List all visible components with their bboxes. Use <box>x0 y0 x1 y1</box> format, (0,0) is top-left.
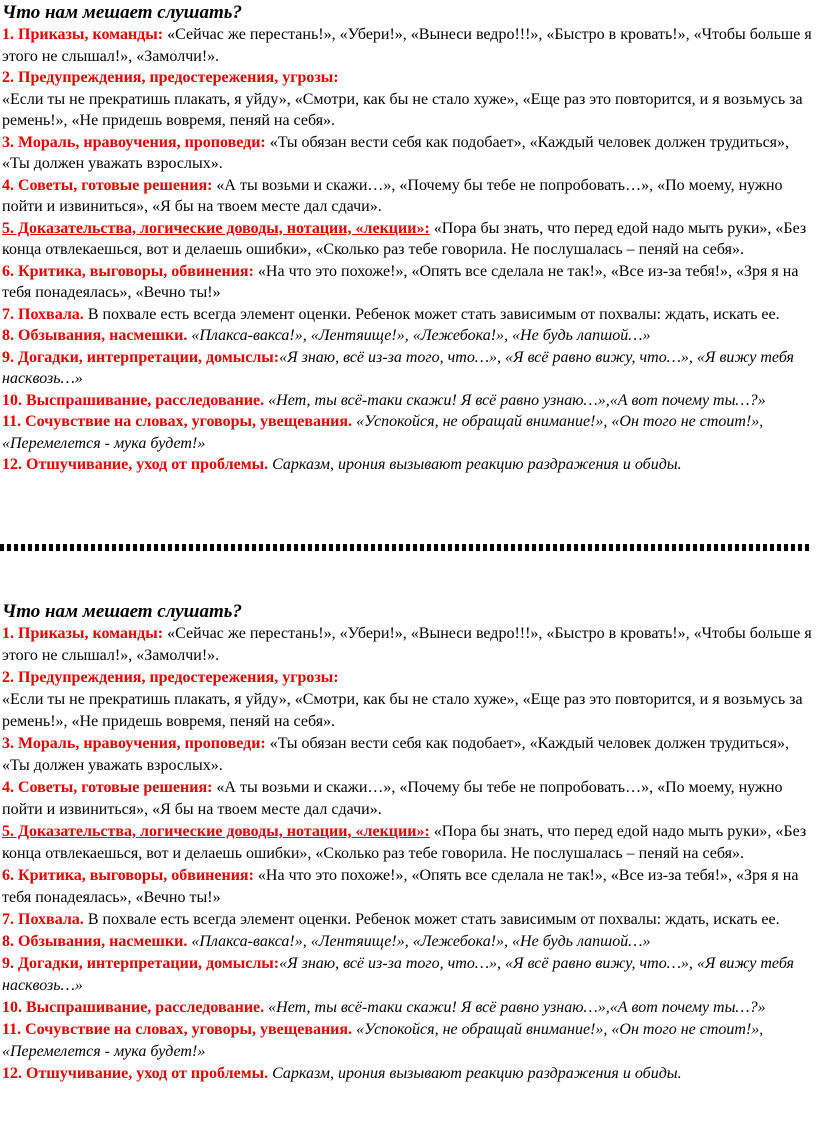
list-item-5 <box>0 218 812 261</box>
item-label: 7. Похвала. <box>2 911 84 928</box>
item-label: 12. Отшучивание, уход от проблемы. <box>2 456 269 473</box>
item-text: «Успокойся, не обращай внимание!», «Он того не стоит!», «Перемелется - мука будет!» <box>2 413 764 452</box>
page-title: Что нам мешает слушать? <box>2 601 242 622</box>
item-text: «А ты возьми и скажи…», «Почему бы тебе не попробовать…», «По моему, нужно пойти и извиниться», «Я бы на твоем месте дал сдачи». <box>2 779 783 818</box>
item-label: 10. Выспрашивание, расследование. <box>2 391 265 409</box>
item-label: 2. Предупреждения, предостережения, угрозы: <box>2 669 339 686</box>
item-text: В похвале есть всегда элемент оценки. Ребенок может стать зависимым от похвалы: ждать, искать ее. <box>83 911 780 928</box>
item-label: 6. Критика, выговоры, обвинения: <box>2 262 254 280</box>
item-text: «Сейчас же перестань!», «Убери!», «Вынеси ведро!!!», «Быстро в кровать!», «Чтобы больше я этого не слышал!», «Замолчи!». <box>2 26 812 65</box>
item-text: «Если ты не прекратишь плакать, я уйду», «Смотри, как бы не стало хуже», «Еще раз это повторится, и я возьмусь за ремень!», «Не придешь вовремя, пеняй на себя». <box>2 90 803 129</box>
item-label: 1. Приказы, команды: <box>2 26 164 43</box>
list-item-6 <box>0 865 812 909</box>
item-label: 12. Отшучивание, уход от проблемы. <box>2 1065 269 1082</box>
item-text: «На что это похоже!», «Опять все сделала не так!», «Все из-за тебя!», «Зря я на тебя понадеялась», «Вечно ты!» <box>2 262 799 301</box>
list-item-12 <box>0 454 812 476</box>
item-text: «Если ты не прекратишь плакать, я уйду», «Смотри, как бы не стало хуже», «Еще раз это повторится, и я возьмусь за ремень!», «Не придешь вовремя, пеняй на себя». <box>2 691 803 730</box>
item-text: «Пора бы знать, что перед едой надо мыть руки», «Без конца отвлекаешься, вот и делаешь ошибки», «Сколько раз тебе говорила. Не послушалась – пеняй на себя». <box>2 823 807 862</box>
item-text: «Плакса-вакса!», «Лентяище!», «Лежебока!», «Не будь лапшой…» <box>187 327 651 344</box>
item-label: 3. Мораль, нравоучения, проповеди: <box>2 133 266 151</box>
list-item-8 <box>0 325 812 347</box>
item-text: «Пора бы знать, что перед едой надо мыть руки», «Без конца отвлекаешься, вот и делаешь ошибки», «Сколько раз тебе говорила. Не послушалась – пеняй на себя». <box>2 219 807 258</box>
item-text: «А ты возьми и скажи…», «Почему бы тебе не попробовать…», «По моему, нужно пойти и извиниться», «Я бы на твоем месте дал сдачи». <box>2 176 783 215</box>
dotted-cut-line <box>0 544 812 551</box>
item-label: 8. Обзывания, насмешки. <box>2 327 188 344</box>
item-label: 11. Сочувствие на словах, уговоры, увещевания. <box>2 1021 353 1038</box>
list-item-3 <box>0 132 812 175</box>
item-text: Сарказм, ирония вызывают реакцию раздражения и обиды. <box>268 1065 682 1082</box>
item-label: 1. Приказы, команды: <box>2 625 164 642</box>
list-item-9 <box>0 953 812 997</box>
item-text: «Ты обязан вести себя как подобает», «Каждый человек должен трудиться», «Ты должен уважать взрослых». <box>2 735 790 774</box>
text-block-top <box>0 2 812 476</box>
item-label: 5. Доказательства, логические доводы, нотации, «лекции»: <box>2 823 430 840</box>
list-item-11 <box>0 411 812 454</box>
item-label: 8. Обзывания, насмешки. <box>2 933 188 950</box>
item-label: 7. Похвала. <box>2 305 84 323</box>
item-label: 4. Советы, готовые решения: <box>2 176 213 194</box>
item-text: Сарказм, ирония вызывают реакцию раздражения и обиды. <box>268 456 682 473</box>
item-label: 2. Предупреждения, предостережения, угрозы: <box>2 69 339 86</box>
text-block-bottom <box>0 601 812 1085</box>
list-item-9 <box>0 347 812 390</box>
list-item-1 <box>0 623 812 667</box>
item-label: 4. Советы, готовые решения: <box>2 779 213 796</box>
item-label: 5. Доказательства, логические доводы, нотации, «лекции»: <box>2 219 430 237</box>
item-text: «На что это похоже!», «Опять все сделала не так!», «Все из-за тебя!», «Зря я на тебя понадеялась», «Вечно ты!» <box>2 867 799 906</box>
item-label: 3. Мораль, нравоучения, проповеди: <box>2 735 266 752</box>
list-item-7 <box>0 304 812 326</box>
list-item-7 <box>0 909 812 931</box>
item-text: «Нет, ты всё-таки скажи! Я всё равно узнаю…»,«А вот почему ты…?» <box>264 999 766 1016</box>
list-item-11 <box>0 1019 812 1063</box>
item-text: В похвале есть всегда элемент оценки. Ребенок может стать зависимым от похвалы: ждать, искать ее. <box>83 305 780 323</box>
list-item-4 <box>0 175 812 218</box>
item-label: 9. Догадки, интерпретации, домыслы: <box>2 348 280 366</box>
item-text: «Я знаю, всё из-за того, что…», «Я всё равно вижу, что…», «Я вижу тебя насквозь…» <box>2 348 794 387</box>
list-item-3 <box>0 733 812 777</box>
item-text: «Успокойся, не обращай внимание!», «Он того не стоит!», «Перемелется - мука будет!» <box>2 1021 764 1060</box>
item-text: «Ты обязан вести себя как подобает», «Каждый человек должен трудиться», «Ты должен уважать взрослых». <box>2 133 790 172</box>
list-item-5 <box>0 821 812 865</box>
item-text: «Нет, ты всё-таки скажи! Я всё равно узнаю…»,«А вот почему ты…?» <box>264 391 766 409</box>
list-item-2 <box>0 667 812 733</box>
list-item-1 <box>0 24 812 67</box>
list-item-10 <box>0 390 812 412</box>
list-item-2 <box>0 67 812 132</box>
list-item-6 <box>0 261 812 304</box>
item-label: 10. Выспрашивание, расследование. <box>2 999 265 1016</box>
item-text: «Плакса-вакса!», «Лентяище!», «Лежебока!», «Не будь лапшой…» <box>187 933 651 950</box>
item-label: 6. Критика, выговоры, обвинения: <box>2 867 254 884</box>
list-item-12 <box>0 1063 812 1085</box>
item-label: 9. Догадки, интерпретации, домыслы: <box>2 955 280 972</box>
list-item-8 <box>0 931 812 953</box>
list-item-10 <box>0 997 812 1019</box>
item-text: «Я знаю, всё из-за того, что…», «Я всё равно вижу, что…», «Я вижу тебя насквозь…» <box>2 955 794 994</box>
item-label: 11. Сочувствие на словах, уговоры, увещевания. <box>2 413 353 430</box>
list-item-4 <box>0 777 812 821</box>
item-text: «Сейчас же перестань!», «Убери!», «Вынеси ведро!!!», «Быстро в кровать!», «Чтобы больше я этого не слышал!», «Замолчи!». <box>2 625 812 664</box>
page-title: Что нам мешает слушать? <box>2 2 242 23</box>
